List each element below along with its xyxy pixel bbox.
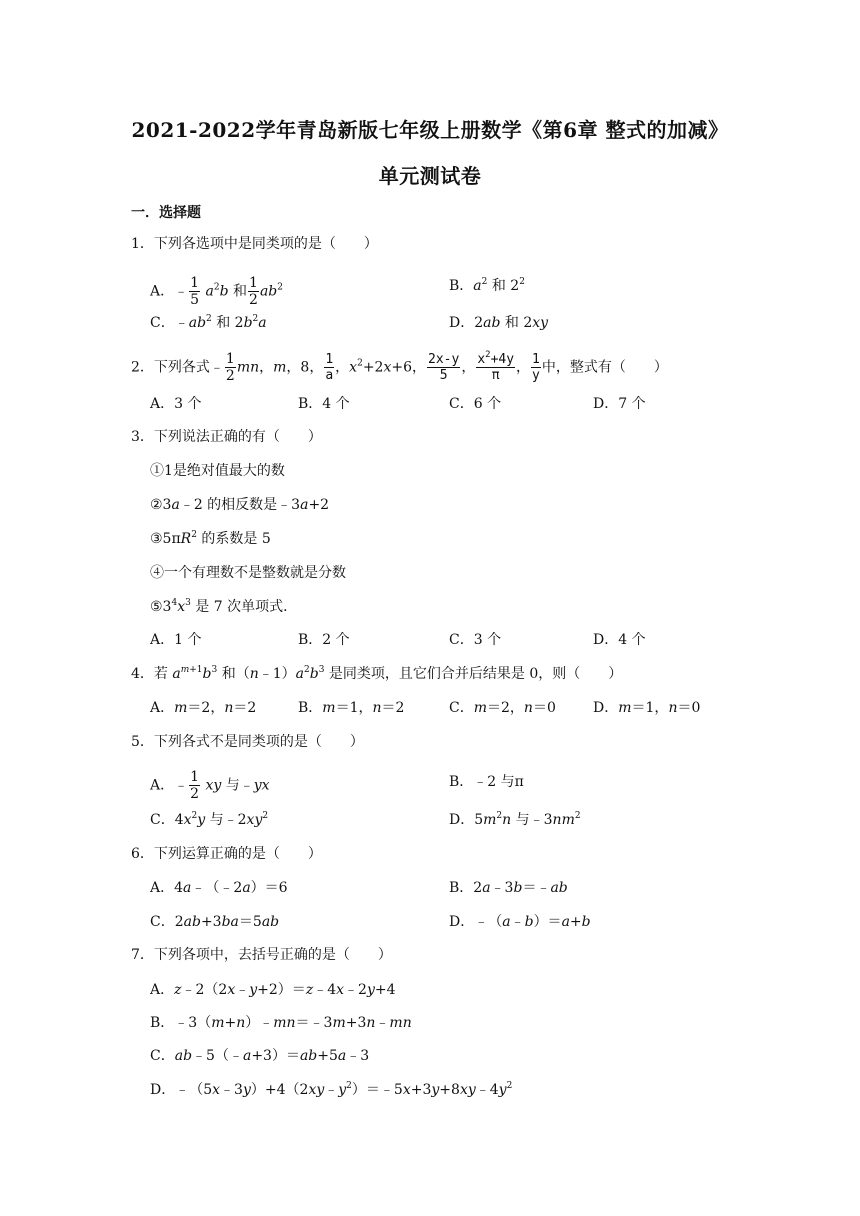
question-3-option-a: A．1 个 [150,632,202,648]
question-6-option-c: C．2ab+3ba＝5ab [150,914,280,930]
question-6-option-d: D．﹣（a﹣b）＝a+b [449,914,591,930]
question-5-option-c: C．$4x^2y$ 与$﹣2xy^2$ [150,811,269,828]
question-5-stem: 5．下列各式不是同类项的是（ ） [131,734,364,750]
question-7-option-c: C．ab﹣5（﹣a+3）＝ab+5a﹣3 [150,1048,370,1064]
question-7-option-a: A．z﹣2（2x﹣y+2）＝z﹣4x﹣2y+4 [150,982,396,998]
page-subtitle: 单元测试卷 [378,164,482,188]
question-6-stem: 6．下列运算正确的是（ ） [131,846,322,862]
question-2-option-a: A．3 个 [150,396,202,412]
question-3-option-b: B．2 个 [298,632,350,648]
question-3-option-d: D．4 个 [593,632,646,648]
question-7-option-d: D．$﹣(5x﹣3y)+4(2xy﹣y^2)=﹣5x+3y+8xy﹣4y^2$ [150,1081,513,1098]
question-1-option-d: D．2ab 和 2xy [449,315,549,331]
section-heading: 一．选择题 [131,205,201,221]
question-7-option-b: B．﹣3（m+n）﹣mn＝﹣3m+3n﹣mn [150,1015,412,1031]
question-5-option-a: A．﹣ $\frac{1}{2}$ xy 与﹣yx [150,769,270,802]
question-3-statement-4: ④一个有理数不是整数就是分数 [150,565,346,581]
page-title: 2021-2022学年青岛新版七年级上册数学《第6章 整式的加减》 [131,118,729,142]
question-4-option-a: A．m＝2，n＝2 [150,700,257,716]
question-7-stem: 7．下列各项中，去括号正确的是（ ） [131,947,392,963]
question-5-option-b: B．﹣2 与π [449,774,524,790]
question-3-statement-5: $⑤3^4x^3$ 是 7 次单项式． [150,598,298,615]
question-4-option-c: C．m＝2，n＝0 [449,700,556,716]
question-1-option-b: B．$a^2$ 和 $2^2$ [449,277,525,294]
question-3-statement-1: ①1是绝对值最大的数 [150,463,285,479]
question-4-option-d: D．m＝1，n＝0 [593,700,701,716]
question-3-statement-3: $③5\pi R^2$ 的系数是 5 [150,530,271,547]
question-5-option-d: D．$5m^2n$ 与$﹣3nm^2$ [449,811,581,828]
question-3-stem: 3．下列说法正确的有（ ） [131,429,322,445]
question-6-option-a: A．4a﹣（﹣2a）＝6 [150,880,288,896]
question-3-option-c: C．3 个 [449,632,502,648]
question-6-option-b: B．2a﹣3b＝﹣ab [449,880,568,896]
question-1-stem: 1．下列各选项中是同类项的是（ ） [131,236,378,252]
question-2-option-d: D．7 个 [593,396,646,412]
question-2-option-c: C．6 个 [449,396,502,412]
question-4-option-b: B．m＝1，n＝2 [298,700,405,716]
question-1-option-a: A．﹣ $\frac{1}{5}$ $a^2b$ 和 $\frac{1}{2}$ $ab^2$ [150,275,283,308]
question-4-stem: 4．若 $a^{m+1}b^3$ 和$(n﹣1)a^2b^3$ 是同类项，且它们合并后结果是 0，则（ ） [131,665,623,682]
question-2-stem: 2．下列各式﹣ $\frac{1}{2}$ mn，m，8， $\frac{1}{a}$ ，$x^2+2x+6$， $\frac{2x-y}{5}$ ， $\frac{x^2+4y}{\pi}$ ， $\frac{1}{y}$ 中，整式有（ ） [131,350,668,384]
question-2-option-b: B．4 个 [298,396,350,412]
question-1-option-c: C．$﹣ab^2$ 和 $2b^2a$ [150,314,267,331]
question-3-statement-2: ②3a﹣2 的相反数是﹣3a+2 [150,497,330,513]
